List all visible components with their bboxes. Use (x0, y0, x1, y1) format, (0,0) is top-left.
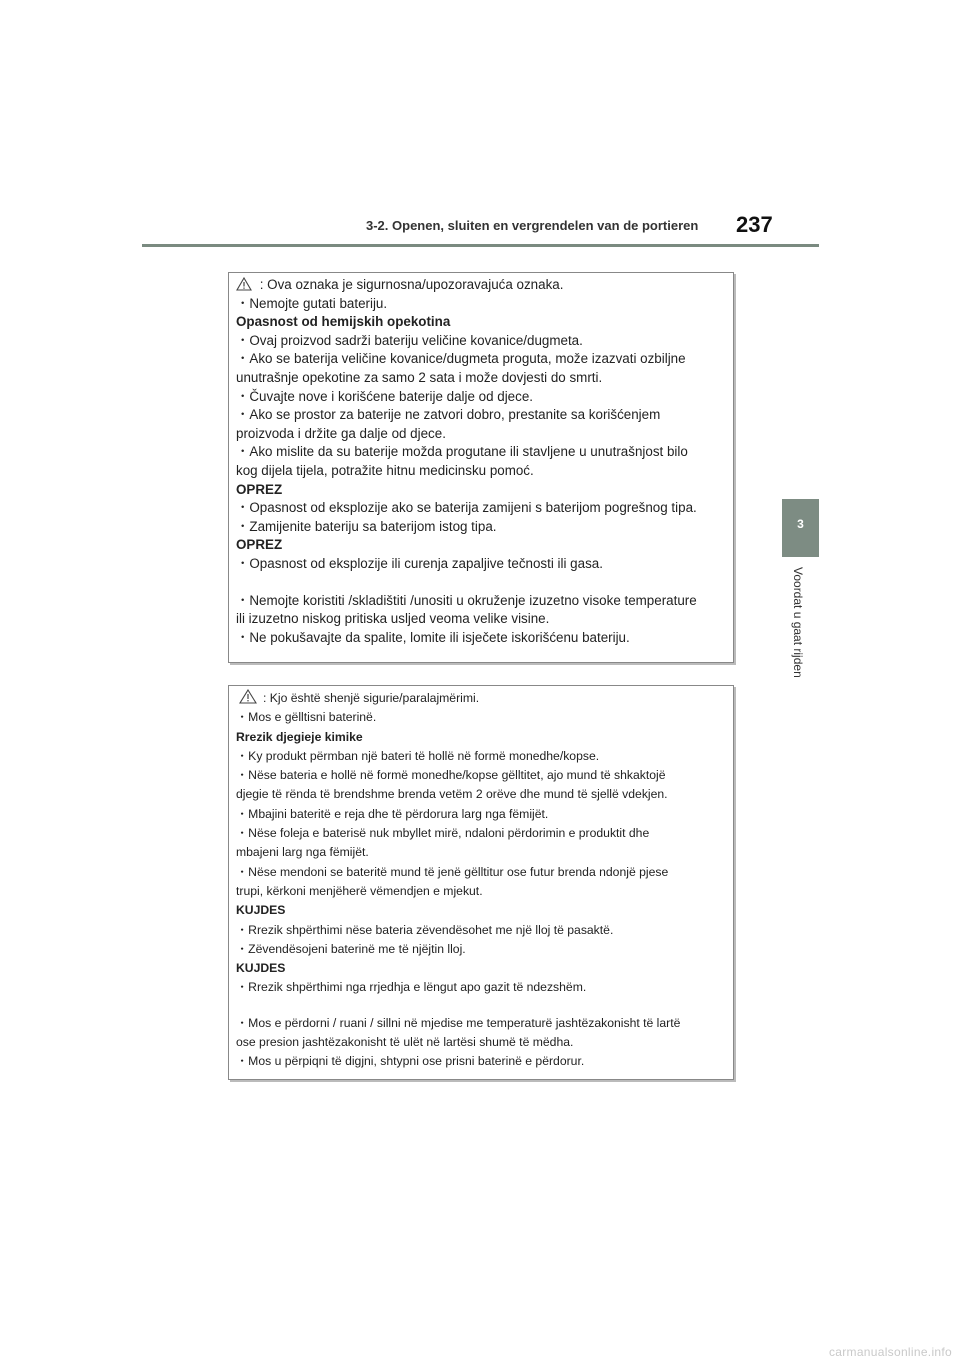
chapter-label: Voordat u gaat rijden (791, 567, 805, 678)
box-line: ・Nemojte koristiti /skladištiti /unositi u okruženje izuzetno visoke temperature (236, 592, 697, 608)
box-line: ・Opasnost od eksplozije ako se baterija zamijeni s baterijom pogrešnog tipa. (236, 500, 697, 516)
box-line: ose presion jashtëzakonisht të ulët në lartësi shumë të mëdha. (236, 1035, 574, 1050)
box-line: ・Nëse foleja e baterisë nuk mbyllet mirë, ndaloni përdorimin e produktit dhe (236, 826, 650, 841)
section-title: 3-2. Openen, sluiten en vergrendelen van de portieren (366, 218, 699, 233)
box-line (236, 689, 725, 708)
box-line: ・Nëse bateria e hollë në formë monedhe/kopse gëlltitet, ajo mund të shkaktojë (236, 768, 666, 783)
box-heading: KUJDES (236, 903, 286, 918)
warning-box-bosnian (228, 272, 734, 663)
watermark-link[interactable]: carmanualsonline.info (828, 1345, 952, 1359)
box-line: ・Opasnost od eksplozije ili curenja zapaljive tečnosti ili gasa. (236, 555, 603, 571)
header-rule (142, 244, 819, 247)
box-line: ・Rrezik shpërthimi nëse bateria zëvendësohet me një lloj të pasaktë. (236, 922, 614, 937)
warning-triangle-icon (236, 277, 252, 291)
page-number: 237 (736, 212, 773, 237)
box-spacer (236, 998, 725, 1014)
safety-mark-text: : Ova oznaka je sigurnosna/upozoravajuća oznaka. (256, 277, 564, 292)
box-heading: KUJDES (236, 961, 286, 976)
chapter-tab (782, 499, 819, 557)
box-heading: OPREZ (236, 537, 283, 553)
box-line: ili izuzetno niskog pritiska usljed veoma velike visine. (236, 611, 550, 627)
box-line: ・Ne pokušavajte da spalite, lomite ili isječete iskorišćenu bateriju. (236, 629, 630, 645)
box-line: ・Mos e gëlltisni baterinë. (236, 710, 377, 725)
warning-triangle-icon (239, 689, 257, 704)
box-line: ・Ovaj proizvod sadrži bateriju veličine kovanice/dugmeta. (236, 332, 583, 348)
box-line: djegie të rënda të brendshme brenda vetëm 2 orëve dhe mund të sjellë vdekjen. (236, 787, 668, 802)
box-line: unutrašnje opekotine za samo 2 sata i može dovjesti do smrti. (236, 369, 603, 385)
box-line: ・Ako se baterija veličine kovanice/dugmeta proguta, može izazvati ozbiljne (236, 351, 686, 367)
box-line: ・Ako se prostor za baterije ne zatvori dobro, prestanite sa korišćenjem (236, 407, 661, 423)
safety-mark-text: : Kjo është shenjë sigurie/paralajmërimi. (263, 691, 480, 705)
box-line: ・Mbajini bateritë e reja dhe të përdorura larg nga fëmijët. (236, 806, 549, 821)
box-heading: OPREZ (236, 481, 283, 497)
box-line: ・Rrezik shpërthimi nga rrjedhja e lëngut apo gazit të ndezshëm. (236, 980, 587, 995)
box-line: ・Ky produkt përmban një bateri të hollë në formë monedhe/kopse. (236, 748, 600, 763)
chapter-number: 3 (797, 517, 804, 531)
box-line: trupi, kërkoni menjëherë vëmendjen e mjekut. (236, 883, 483, 898)
box-line: proizvoda i držite ga dalje od djece. (236, 425, 446, 441)
box-line: ・Zamijenite bateriju sa baterijom istog tipa. (236, 518, 497, 534)
box-line: mbajeni larg nga fëmijët. (236, 845, 369, 860)
box-line: kog dijela tijela, potražite hitnu medicinsku pomoć. (236, 462, 534, 478)
warning-box-albanian (228, 685, 734, 1080)
box-line: ・Nemojte gutati bateriju. (236, 295, 388, 311)
box-heading: Rrezik djegieje kimike (236, 729, 363, 744)
box-line: ・Ako mislite da su baterije možda progutane ili stavljene u unutrašnjost bilo (236, 444, 688, 460)
box-line: ・Nëse mendoni se bateritë mund të jenë gëlltitur ose futur brenda ndonjë pjese (236, 864, 669, 879)
box-line: ・Čuvajte nove i korišćene baterije dalje od djece. (236, 388, 533, 404)
box-line: ・Zëvendësojeni baterinë me të njëjtin lloj. (236, 941, 466, 956)
box-heading: Opasnost od hemijskih opekotina (236, 314, 451, 330)
box-line (236, 276, 725, 295)
box-line: ・Mos u përpiqni të digjni, shtypni ose prisni baterinë e përdorur. (236, 1054, 585, 1069)
box-spacer (236, 574, 725, 592)
box-line: ・Mos e përdorni / ruani / sillni në mjedise me temperaturë jashtëzakonisht të lartë (236, 1015, 681, 1030)
